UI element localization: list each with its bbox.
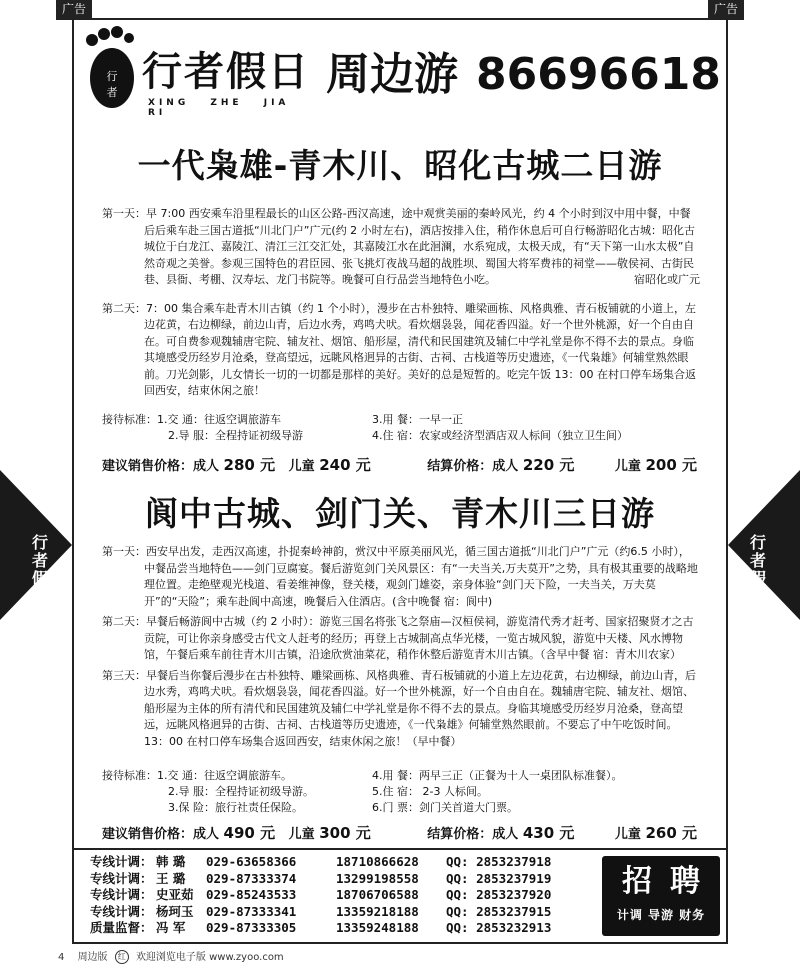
contact-phone[interactable]: 029-63658366: [206, 854, 297, 869]
route2-price-row: [102, 822, 700, 843]
route1-std-3: 3.用 餐：一早一正: [372, 413, 463, 426]
route2-settle-adult: 430 元: [522, 824, 575, 842]
contact-row: [90, 854, 551, 871]
route1-itinerary: [102, 206, 700, 403]
route2-settle-child-label: 儿童: [614, 827, 641, 842]
contact-mobile[interactable]: 18710866628: [336, 854, 419, 869]
contact-row: [90, 904, 551, 921]
contact-qq[interactable]: QQ: 2853237918: [446, 854, 552, 869]
route2-std-label: 接待标准：: [102, 769, 157, 782]
svg-text:者: 者: [106, 86, 118, 99]
contact-label: 专线计调：: [90, 887, 153, 902]
contact-name: 韩 璐: [156, 854, 186, 869]
contact-phone[interactable]: 029-87333374: [206, 870, 297, 886]
route2-settle-child: 260 元: [645, 824, 698, 842]
route2-std-1: [102, 768, 372, 784]
pinyin-2: ZHE: [210, 98, 243, 108]
brand-pinyin: [148, 98, 312, 118]
ad-label-left: 广告: [56, 0, 92, 18]
route2-std-3: 3.保 险：旅行社责任保险。: [168, 801, 303, 814]
route1-day2: 第二天：7：00 集合乘车赴青木川古镇（约 1 个小时），漫步在古朴独特、雕梁画栋、风格典雅、青石板铺就的小道上，左边花黄，右边柳绿，前边山青，后边水秀，鸡鸣犬吠。看炊烟袅袅，闻花香四溢。好一个世外桃源，好一个自由自在。可自费参观魏辅唐宅院、辅友社、烟馆、船形屋，清代和民国建筑及辅仁中学礼堂是你不得不去的景点。身临其境感受历经岁月沧桑，登高望远，远眺风格迥异的古街、古祠、古栈道等历史遗迹，《一代枭雄》何辅堂熟然眼前。刀光剑影，儿女情长一切的一切都是那样的美好。美好的总是短暂的。吃完午饭 13：00 在村口停车场集合返回西安，结束休闲之旅！: [102, 301, 696, 397]
contact-label: 专线计调：: [90, 870, 153, 886]
route1-std-2: 2.导 服：全程持证初级导游: [168, 429, 303, 442]
pinyin-1: XING: [148, 98, 190, 108]
pinyin-3: JIA: [263, 98, 290, 108]
route1-title: 一代枭雄-青木川、昭化古城二日游: [137, 146, 663, 185]
footprint-icon: [82, 26, 138, 112]
route1-std-row: [102, 412, 700, 428]
header: [74, 20, 726, 120]
brand-name: 行者假日: [142, 49, 310, 95]
page-footer: [58, 948, 284, 964]
contact-phone[interactable]: 029-87333305: [206, 920, 297, 935]
route2-price-child: 300 元: [319, 824, 371, 842]
route2-std-row-1: [102, 768, 700, 784]
contact-mobile[interactable]: 13359248188: [336, 920, 419, 935]
route2-std-2: 2.导 服：全程持证初级导游。: [168, 785, 314, 798]
footer-section: 周边版: [77, 952, 108, 963]
route2-day2: 第二天：早餐后畅游阆中古城（约 2 小时）：游览三国名将张飞之祭庙—汉桓侯祠，游览清代秀才赶考、国家招聚贤才之古贡院，可让你亲身感受古代文人赶考的经历；再登上古城制高点华光楼，一览古城风貌，游览中天楼、风水博物馆，午餐后乘车前往青木川古镇，沿途欣赏油菜花，稍作休整后游览青木川古镇。（含早中餐 宿：青木川农家）: [102, 615, 694, 661]
svg-text:行: 行: [106, 70, 118, 83]
route2-std-4: 4.用 餐：两早三正（正餐为十人一桌团队标准餐）。: [372, 769, 623, 782]
contact-name: 冯 军: [156, 920, 186, 935]
route1-std-1-text: 1.交 通：往返空调旅游车: [157, 413, 281, 426]
route2-std-1-text: 1.交 通：往返空调旅游车。: [157, 769, 292, 782]
recruit-box: [602, 856, 720, 936]
route1-std-1: [102, 412, 372, 428]
route2-day1: 第一天：西安早出发，走西汉高速，扑捉秦岭神韵，赏汉中平原美丽风光，循三国古道抵“川北门户”广元（约6.5 小时），中餐品尝当地特色——剑门豆腐宴。餐后游览剑门关风景区：有“一夫当关,万夫莫开”之势，具有极其重要的战略地理位置。走绝壁观光栈道、看姜维神像，登关楼，观剑门雄姿，亲身体验“剑门天下险，一夫当关，万夫莫开”的“天险”；乘车赴阆中高速，晚餐后入住酒店。(含中晚餐 宿：阆中): [102, 545, 698, 608]
route1-std-4: 4.住 宿：农家或经济型酒店双人标间（独立卫生间）: [372, 429, 628, 442]
route1-price-adult: 280 元: [223, 456, 276, 474]
route1-std-label: 接待标准：: [102, 413, 157, 426]
route1-price-row: [102, 454, 700, 475]
contact-label: 专线计调：: [90, 854, 153, 869]
page-number: 4: [58, 952, 65, 963]
contact-name: 王 璐: [156, 870, 186, 886]
route1-settle-child: 200 元: [645, 456, 698, 474]
route1-day1: [102, 206, 700, 289]
contact-qq[interactable]: QQ: 2853237919: [446, 870, 552, 886]
contact-name: 史亚茹: [156, 887, 194, 902]
route2-std-5: 5.住 宿： 2-3 人标间。: [372, 785, 488, 798]
route2-std-row-3: [102, 800, 700, 816]
hotline-label: 周边游: [326, 49, 458, 100]
recruit-title: 招聘: [622, 864, 718, 899]
contact-phone[interactable]: 029-85243533: [206, 887, 297, 902]
route1-standards: [102, 412, 700, 444]
contact-mobile[interactable]: 13299198558: [336, 870, 419, 886]
brand-logo: [82, 26, 312, 116]
contact-name: 杨珂玉: [156, 903, 194, 919]
contact-label: 质量监督：: [90, 920, 153, 935]
recruit-roles: 计调 导游 财务: [616, 908, 706, 922]
contact-qq[interactable]: QQ: 2853237915: [446, 903, 552, 919]
route1-child-label: 儿童: [288, 459, 315, 474]
ad-label-right: 广告: [708, 0, 744, 18]
route2-price-adult: 490 元: [223, 824, 276, 842]
route2-standards: [102, 768, 700, 816]
route1-std-row-2: [102, 428, 700, 444]
route1-settle-child-label: 儿童: [614, 459, 641, 474]
contact-row: [90, 887, 551, 904]
side-tab-right-text: 行者假日: [749, 533, 766, 606]
contact-phone[interactable]: 029-87333341: [206, 903, 297, 919]
route1-price-label: 建议销售价格：成人: [102, 459, 220, 474]
route2-child-label: 儿童: [288, 827, 315, 842]
route2-title: 阆中古城、剑门关、青木川三日游: [145, 494, 655, 533]
route2-std-row-2: [102, 784, 700, 800]
contact-row: [90, 871, 551, 888]
contact-label: 专线计调：: [90, 903, 153, 919]
pinyin-4: RI: [148, 108, 167, 118]
red-badge-icon: 红: [115, 950, 129, 964]
route1-price-child: 240 元: [319, 456, 371, 474]
route2-std-6: 6.门 票：剑门关首道大门票。: [372, 801, 518, 814]
contact-qq[interactable]: QQ: 2853237920: [446, 887, 552, 902]
route1-day1-note: 宿昭化或广元: [634, 273, 700, 286]
route2-settle-label: 结算价格：成人: [427, 827, 519, 842]
contact-qq[interactable]: QQ: 2853232913: [446, 920, 552, 935]
contact-list: [90, 854, 551, 937]
footer-text[interactable]: 欢迎浏览电子版 www.zyoo.com: [135, 952, 284, 963]
contact-mobile[interactable]: 18706706588: [336, 887, 419, 902]
hotline-number[interactable]: 86696618: [476, 49, 721, 100]
side-tab-left-text: 行者假日: [31, 533, 48, 606]
route1-settle-label: 结算价格：成人: [427, 459, 519, 474]
contact-rule: [74, 848, 726, 850]
route2-day3: 第三天：早餐后当你餐后漫步在古朴独特、雕梁画栋、风格典雅、青石板铺就的小道上左边花黄，右边柳绿，前边山青，后边水秀，鸡鸣犬吠。看炊烟袅袅，闻花香四溢。好一个世外桃源，好一个自由自在。魏辅唐宅院、辅友社、烟馆、船形屋为主体的所有清代和民国建筑及辅仁中学礼堂是你不得不去的景点。身临其境感受历经岁月沧桑，登高望远，远眺风格迥异的古街、古祠、古栈道等历史遗迹，《一代枭雄》何辅堂熟然眼前。不要忘了中午吃饭时间。13：00 在村口停车场集合返回西安，结束休闲之旅！（早中餐）: [102, 668, 696, 748]
route2-itinerary: [102, 544, 700, 753]
route1-day1-text: 第一天：早 7:00 西安乘车沿里程最长的山区公路-西汉高速，途中观赏美丽的秦岭风光，约 4 个小时到汉中用中餐，中餐后后乘车赴三国古道抵“川北门户”广元(约 2 小时左右)，酒店按排入住，稍作休息后可自行畅游昭化古城：昭化古城位于白龙江、嘉陵江、清江三江交汇处，其嘉陵江水在此洄澜，水系宛成，太极天成，有“天下第一山水太极”自然奇观之美誉。参观三国特色的君臣园、张飞挑灯夜战马超的战胜坝、蜀国大将军费祎的祠堂——敬侯祠、古街民巷、县衙、考棚、汉寿坛、龙门书院等。晚餐可自行品尝当地特色小吃。: [102, 207, 695, 286]
route2-price-label: 建议销售价格：成人: [102, 827, 220, 842]
hotline: [326, 38, 721, 102]
contact-row: [90, 920, 551, 937]
route1-settle-adult: 220 元: [522, 456, 575, 474]
contact-mobile[interactable]: 13359218188: [336, 903, 419, 919]
